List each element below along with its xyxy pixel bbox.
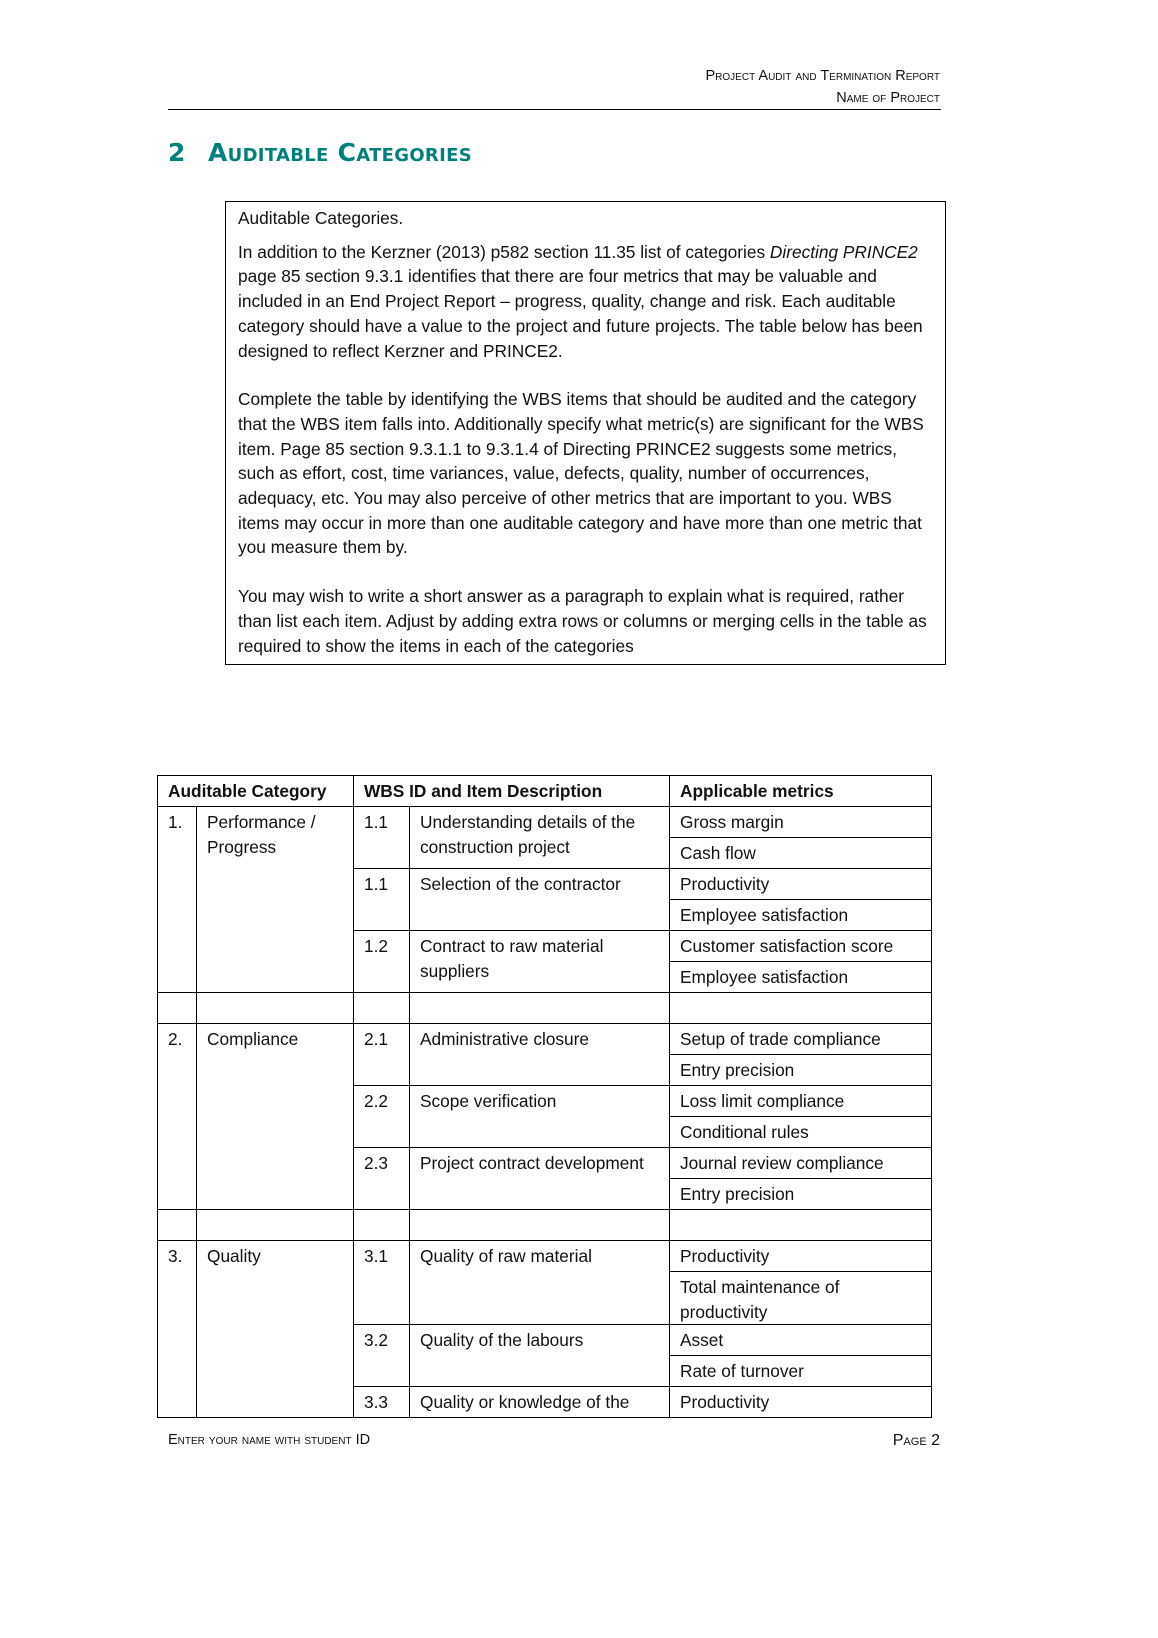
metric-cell: Productivity xyxy=(670,869,932,900)
metric-cell: Rate of turnover xyxy=(670,1356,932,1387)
wbs-id: 1.1 xyxy=(354,807,410,869)
instructions-paragraph-3: You may wish to write a short answer as a paragraph to explain what is required, rather than list each item. Adjust by adding extra rows or columns or merging cells in the table as required to show the items in each of the categories xyxy=(238,586,927,656)
metric-cell: Conditional rules xyxy=(670,1117,932,1148)
footer-page: Page 2 xyxy=(892,1432,940,1449)
empty-cell xyxy=(670,1210,932,1241)
empty-cell xyxy=(354,1210,410,1241)
metric-cell: Journal review compliance xyxy=(670,1148,932,1179)
wbs-description: Contract to raw material suppliers xyxy=(410,931,670,993)
wbs-id: 2.2 xyxy=(354,1086,410,1148)
footer-student: Enter your name with student ID xyxy=(168,1432,371,1448)
wbs-id: 3.2 xyxy=(354,1325,410,1387)
instructions-box xyxy=(225,201,946,665)
header-rule xyxy=(168,109,941,110)
empty-cell xyxy=(158,1210,197,1241)
empty-cell xyxy=(410,1210,670,1241)
wbs-description: Quality of the labours xyxy=(410,1325,670,1387)
metric-cell: Total maintenance of productivity xyxy=(670,1272,932,1325)
table-row xyxy=(158,1241,932,1272)
wbs-id: 1.1 xyxy=(354,869,410,931)
wbs-description: Quality or knowledge of the xyxy=(410,1387,670,1418)
book-title: Directing PRINCE2 xyxy=(769,241,918,262)
empty-cell xyxy=(670,993,932,1024)
metric-cell: Loss limit compliance xyxy=(670,1086,932,1117)
header-category: Auditable Category xyxy=(158,776,354,807)
category-name: Compliance xyxy=(197,1024,354,1210)
metric-cell: Setup of trade compliance xyxy=(670,1024,932,1055)
section-title: Auditable Categories xyxy=(208,138,472,167)
category-number: 3. xyxy=(158,1241,197,1418)
metric-cell: Employee satisfaction xyxy=(670,962,932,993)
category-name: Performance / Progress xyxy=(197,807,354,993)
header-subtitle: Name of Project xyxy=(836,90,940,106)
table-header-row xyxy=(158,776,932,807)
wbs-id: 3.1 xyxy=(354,1241,410,1325)
wbs-id: 2.3 xyxy=(354,1148,410,1210)
metric-cell: Customer satisfaction score xyxy=(670,931,932,962)
table-row xyxy=(158,807,932,838)
audit-table xyxy=(157,775,932,1418)
header-metrics: Applicable metrics xyxy=(670,776,932,807)
table-row xyxy=(158,1024,932,1055)
empty-cell xyxy=(197,1210,354,1241)
empty-cell xyxy=(158,993,197,1024)
metric-cell: Productivity xyxy=(670,1241,932,1272)
header-wbs: WBS ID and Item Description xyxy=(354,776,670,807)
instructions-paragraph-2: Complete the table by identifying the WBS items that should be audited and the category that the WBS item falls into. Additionally specify what metric(s) are significant for the WBS item. Page 85 section 9.3.1.1 to 9.3.1.4 of Directing PRINCE2 suggests some metrics, such as effort, cost, time variances, value, defects, quality, number of occurrences, adequacy, etc. You may also perceive of other metrics that are important to you. WBS items may occur in more than one auditable category and have more than one metric that you measure them by. xyxy=(238,389,924,558)
wbs-description: Scope verification xyxy=(410,1086,670,1148)
instructions-title: Auditable Categories. xyxy=(238,208,404,228)
metric-cell: Entry precision xyxy=(670,1055,932,1086)
wbs-description: Administrative closure xyxy=(410,1024,670,1086)
empty-cell xyxy=(197,993,354,1024)
wbs-id: 1.2 xyxy=(354,931,410,993)
metric-cell: Entry precision xyxy=(670,1179,932,1210)
empty-cell xyxy=(354,993,410,1024)
empty-row xyxy=(158,1210,932,1241)
text: In addition to the Kerzner (2013) p582 section 11.35 list of categories xyxy=(238,241,770,262)
metric-cell: Employee satisfaction xyxy=(670,900,932,931)
empty-row xyxy=(158,993,932,1024)
wbs-description: Understanding details of the construction project xyxy=(410,807,670,869)
instructions-paragraph-1 xyxy=(238,240,933,364)
wbs-description: Quality of raw material xyxy=(410,1241,670,1325)
wbs-id: 2.1 xyxy=(354,1024,410,1086)
metric-cell: Asset xyxy=(670,1325,932,1356)
wbs-id: 3.3 xyxy=(354,1387,410,1418)
metric-cell: Productivity xyxy=(670,1387,932,1418)
category-name: Quality xyxy=(197,1241,354,1418)
metric-cell: Gross margin xyxy=(670,807,932,838)
category-number: 2. xyxy=(158,1024,197,1210)
category-number: 1. xyxy=(158,807,197,993)
empty-cell xyxy=(410,993,670,1024)
header-title: Project Audit and Termination Report xyxy=(705,68,940,84)
wbs-description: Selection of the contractor xyxy=(410,869,670,931)
metric-cell: Cash flow xyxy=(670,838,932,869)
section-number: 2 xyxy=(168,138,186,167)
text: page 85 section 9.3.1 identifies that there are four metrics that may be valuable and included in an End Project Report – progress, quality, change and risk. Each auditable category should have a value to the project and future projects. The table below has been designed to reflect Kerzner and PRINCE2. xyxy=(238,266,923,361)
section-heading xyxy=(168,138,472,167)
wbs-description: Project contract development xyxy=(410,1148,670,1210)
